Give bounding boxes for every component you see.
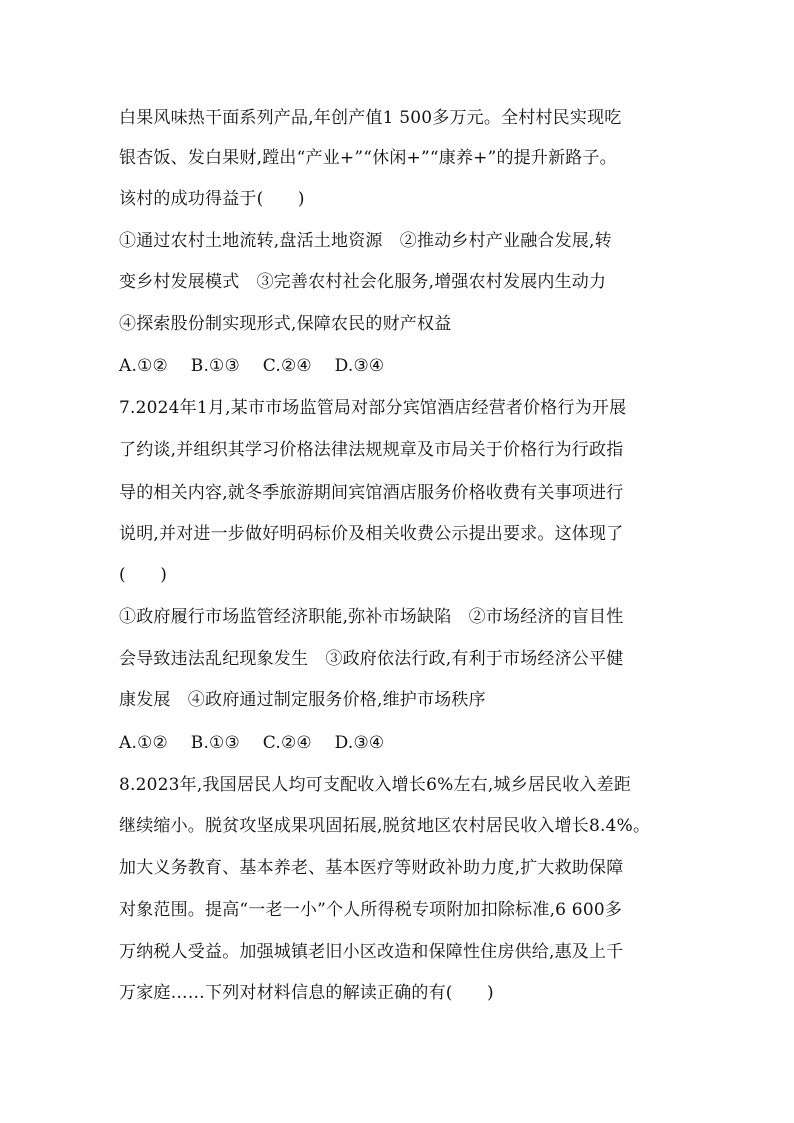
q6-text-line-2: 银杏饭、发白果财,蹚出“产业+”“休闲+”“康养+”的提升新路子。: [119, 148, 617, 168]
q7-text-line-1: 7.2024年1月,某市市场监管局对部分宾馆酒店经营者价格行为开展: [119, 398, 627, 418]
q7-text-line-2: 了约谈,并组织其学习价格法律法规规章及市局关于价格行为行政指: [119, 440, 624, 460]
q7-text-line-4: 说明,并对进一步做好明码标价及相关收费公示提出要求。这体现了: [119, 524, 624, 544]
q8-text-line-3: 加大义务教育、基本养老、基本医疗等财政补助力度,扩大救助保障: [119, 858, 624, 878]
q6-answer-options: A.①② B.①③ C.②④ D.③④: [119, 356, 385, 376]
q8-text-line-1: 8.2023年,我国居民人均可支配收入增长6%左右,城乡居民收入差距: [119, 775, 632, 795]
q7-statements-line-3: 康发展 ④政府通过制定服务价格,维护市场秩序: [119, 690, 486, 710]
q7-answer-blank: ( ): [119, 565, 168, 585]
q8-text-line-4: 对象范围。提高“一老一小”个人所得税专项附加扣除标准,6 600多: [119, 900, 623, 920]
q7-statements-line-1: ①政府履行市场监管经济职能,弥补市场缺陷 ②市场经济的盲目性: [119, 607, 624, 627]
q6-text-line-1: 白果风味热干面系列产品,年创产值1 500多万元。全村村民实现吃: [119, 108, 622, 128]
q6-statements-line-1: ①通过农村土地流转,盘活土地资源 ②推动乡村产业融合发展,转: [119, 231, 612, 251]
q6-question-stem: 该村的成功得益于( ): [119, 189, 305, 209]
q6-statements-line-3: ④探索股份制实现形式,保障农民的财产权益: [119, 314, 452, 334]
q8-text-line-2: 继续缩小。脱贫攻坚成果巩固拓展,脱贫地区农村居民收入增长8.4%。: [119, 816, 651, 836]
q7-statements-line-2: 会导致违法乱纪现象发生 ③政府依法行政,有利于市场经济公平健: [119, 649, 624, 669]
q7-text-line-3: 导的相关内容,就冬季旅游期间宾馆酒店服务价格收费有关事项进行: [119, 483, 624, 503]
q6-statements-line-2: 变乡村发展模式 ③完善农村社会化服务,增强农村发展内生动力: [119, 272, 607, 292]
q8-text-line-5: 万纳税人受益。加强城镇老旧小区改造和保障性住房供给,惠及上千: [119, 942, 624, 962]
q7-answer-options: A.①② B.①③ C.②④ D.③④: [119, 733, 385, 753]
q8-question-stem: 万家庭……下列对材料信息的解读正确的有( ): [119, 983, 494, 1003]
